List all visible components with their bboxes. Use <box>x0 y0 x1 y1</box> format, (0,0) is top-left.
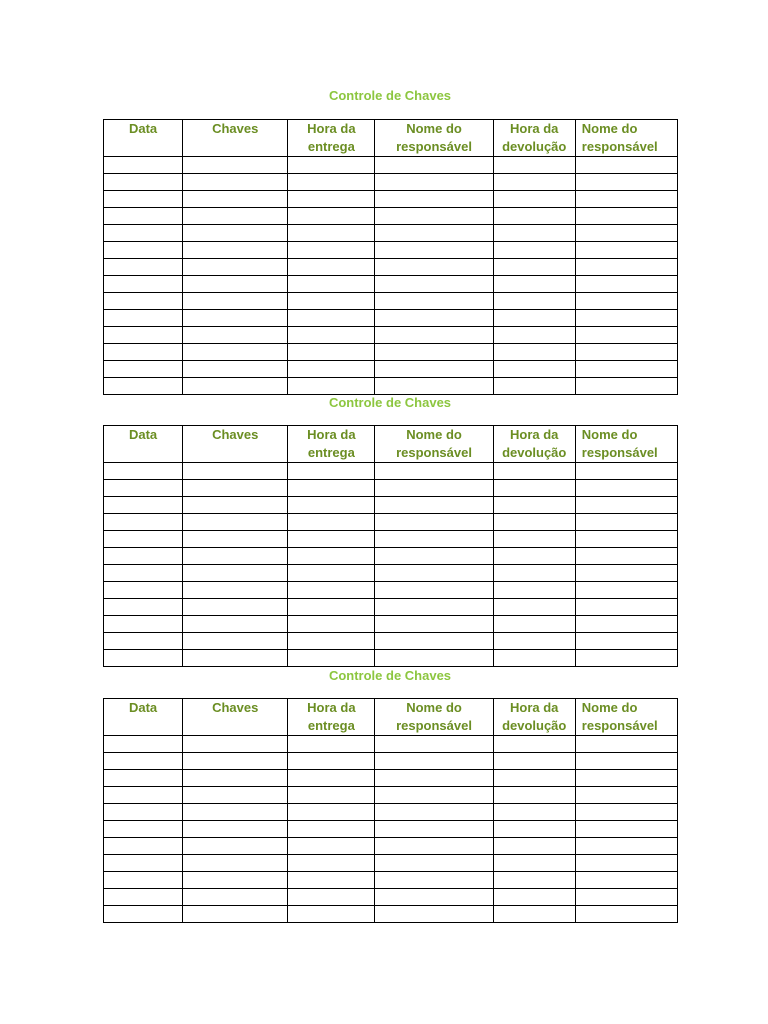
table-cell <box>104 208 183 225</box>
table-row <box>104 208 678 225</box>
table-cell <box>183 361 288 378</box>
table-cell <box>493 599 575 616</box>
table-cell <box>104 276 183 293</box>
table-cell <box>104 633 183 650</box>
table-cell <box>104 463 183 480</box>
table-row <box>104 548 678 565</box>
table-cell <box>104 344 183 361</box>
table-cell <box>183 344 288 361</box>
table-cell <box>183 770 288 787</box>
table-cell <box>375 208 493 225</box>
table-cell <box>493 633 575 650</box>
header-chaves: Chaves <box>183 120 288 157</box>
table-cell <box>104 872 183 889</box>
table-cell <box>375 225 493 242</box>
table-row <box>104 616 678 633</box>
table-row <box>104 821 678 838</box>
table-row <box>104 633 678 650</box>
header-nome-responsavel-devolucao: Nome do responsável <box>575 426 677 463</box>
header-hora-entrega: Hora da entrega <box>288 699 375 736</box>
table-cell <box>375 242 493 259</box>
table-cell <box>288 633 375 650</box>
table-cell <box>493 480 575 497</box>
table-cell <box>575 565 677 582</box>
table-cell <box>375 191 493 208</box>
table-cell <box>183 736 288 753</box>
table-cell <box>183 259 288 276</box>
table-cell <box>375 361 493 378</box>
table-cell <box>575 582 677 599</box>
table-row <box>104 889 678 906</box>
table-cell <box>104 821 183 838</box>
table-cell <box>183 855 288 872</box>
table-cell <box>575 463 677 480</box>
table-cell <box>104 838 183 855</box>
table-cell <box>493 872 575 889</box>
table-cell <box>288 514 375 531</box>
table-cell <box>288 157 375 174</box>
table-row <box>104 463 678 480</box>
table-cell <box>183 327 288 344</box>
table-cell <box>375 565 493 582</box>
table-cell <box>104 582 183 599</box>
table-cell <box>104 191 183 208</box>
table-cell <box>104 616 183 633</box>
table-cell <box>575 599 677 616</box>
table-row <box>104 157 678 174</box>
table-cell <box>183 650 288 667</box>
table-cell <box>493 208 575 225</box>
table-cell <box>183 242 288 259</box>
table-cell <box>575 787 677 804</box>
table-cell <box>288 208 375 225</box>
table-cell <box>104 565 183 582</box>
table-cell <box>183 872 288 889</box>
table-cell <box>288 174 375 191</box>
table-cell <box>493 770 575 787</box>
table-row <box>104 174 678 191</box>
table-cell <box>493 855 575 872</box>
section-title: Controle de Chaves <box>328 668 452 683</box>
table-cell <box>288 480 375 497</box>
table-row <box>104 838 678 855</box>
table-cell <box>575 838 677 855</box>
table-cell <box>375 514 493 531</box>
table-cell <box>104 736 183 753</box>
table-row <box>104 327 678 344</box>
table-cell <box>375 616 493 633</box>
table-cell <box>575 293 677 310</box>
table-cell <box>288 225 375 242</box>
table-cell <box>575 208 677 225</box>
table-cell <box>183 310 288 327</box>
table-cell <box>375 633 493 650</box>
table-cell <box>493 821 575 838</box>
table-cell <box>183 463 288 480</box>
table-cell <box>183 633 288 650</box>
table-cell <box>375 259 493 276</box>
table-cell <box>104 531 183 548</box>
table-row <box>104 225 678 242</box>
table-cell <box>104 906 183 923</box>
table-cell <box>493 753 575 770</box>
table-cell <box>575 753 677 770</box>
table-cell <box>288 310 375 327</box>
table-cell <box>104 804 183 821</box>
table-cell <box>288 378 375 395</box>
table-cell <box>375 327 493 344</box>
table-cell <box>183 548 288 565</box>
header-nome-responsavel-devolucao: Nome do responsável <box>575 699 677 736</box>
table-cell <box>288 344 375 361</box>
table-cell <box>288 787 375 804</box>
table-cell <box>493 361 575 378</box>
table-cell <box>104 361 183 378</box>
table-cell <box>493 616 575 633</box>
table-cell <box>575 855 677 872</box>
table-cell <box>493 242 575 259</box>
table-cell <box>493 787 575 804</box>
table-cell <box>288 548 375 565</box>
key-control-table <box>103 425 678 667</box>
table-cell <box>575 157 677 174</box>
table-cell <box>575 821 677 838</box>
table-cell <box>375 855 493 872</box>
table-cell <box>493 174 575 191</box>
table-cell <box>493 804 575 821</box>
header-nome-responsavel-devolucao: Nome do responsável <box>575 120 677 157</box>
table-cell <box>575 889 677 906</box>
table-row <box>104 906 678 923</box>
header-nome-responsavel: Nome do responsável <box>375 426 493 463</box>
table-cell <box>575 191 677 208</box>
table-cell <box>288 616 375 633</box>
table-cell <box>288 463 375 480</box>
table-cell <box>183 582 288 599</box>
table-cell <box>375 531 493 548</box>
table-cell <box>104 259 183 276</box>
table-cell <box>288 753 375 770</box>
key-control-table <box>103 698 678 923</box>
table-cell <box>183 565 288 582</box>
table-cell <box>183 821 288 838</box>
table-cell <box>288 872 375 889</box>
table-cell <box>375 378 493 395</box>
key-control-table <box>103 119 678 395</box>
table-row <box>104 191 678 208</box>
table-cell <box>288 259 375 276</box>
table-cell <box>183 497 288 514</box>
table-cell <box>575 514 677 531</box>
table-row <box>104 753 678 770</box>
table-cell <box>104 599 183 616</box>
table-cell <box>288 565 375 582</box>
table-cell <box>493 344 575 361</box>
table-cell <box>575 872 677 889</box>
table-cell <box>288 599 375 616</box>
table-cell <box>375 872 493 889</box>
header-hora-devolucao: Hora da devolução <box>493 426 575 463</box>
table-row <box>104 276 678 293</box>
table-row <box>104 650 678 667</box>
table-cell <box>493 378 575 395</box>
table-cell <box>183 804 288 821</box>
table-cell <box>104 770 183 787</box>
table-cell <box>183 616 288 633</box>
table-cell <box>375 787 493 804</box>
table-cell <box>575 770 677 787</box>
table-cell <box>493 293 575 310</box>
table-cell <box>493 889 575 906</box>
header-chaves: Chaves <box>183 426 288 463</box>
table-row <box>104 480 678 497</box>
table-cell <box>104 242 183 259</box>
table-cell <box>575 480 677 497</box>
table-row <box>104 599 678 616</box>
table-row <box>104 736 678 753</box>
header-nome-responsavel: Nome do responsável <box>375 699 493 736</box>
table-cell <box>288 889 375 906</box>
table-cell <box>575 174 677 191</box>
header-chaves: Chaves <box>183 699 288 736</box>
table-row <box>104 259 678 276</box>
table-cell <box>288 906 375 923</box>
table-cell <box>575 531 677 548</box>
table-cell <box>288 276 375 293</box>
table-cell <box>575 327 677 344</box>
table-cell <box>575 650 677 667</box>
table-cell <box>183 174 288 191</box>
table-cell <box>375 548 493 565</box>
table-cell <box>493 259 575 276</box>
table-cell <box>375 582 493 599</box>
table-cell <box>493 906 575 923</box>
table-row <box>104 531 678 548</box>
table-cell <box>375 906 493 923</box>
table-cell <box>375 310 493 327</box>
table-cell <box>575 276 677 293</box>
table-cell <box>183 293 288 310</box>
table-cell <box>575 344 677 361</box>
table-cell <box>575 310 677 327</box>
table-cell <box>104 753 183 770</box>
table-cell <box>104 650 183 667</box>
table-cell <box>104 310 183 327</box>
table-cell <box>104 855 183 872</box>
header-nome-responsavel: Nome do responsável <box>375 120 493 157</box>
table-cell <box>104 480 183 497</box>
table-cell <box>375 344 493 361</box>
table-cell <box>104 378 183 395</box>
table-cell <box>493 514 575 531</box>
table-cell <box>288 821 375 838</box>
section-title: Controle de Chaves <box>328 88 452 103</box>
table-row <box>104 855 678 872</box>
table-cell <box>183 157 288 174</box>
table-cell <box>575 378 677 395</box>
table-cell <box>575 736 677 753</box>
header-data: Data <box>104 699 183 736</box>
section-title: Controle de Chaves <box>328 395 452 410</box>
table-cell <box>375 821 493 838</box>
table-row <box>104 582 678 599</box>
table-cell <box>183 599 288 616</box>
table-cell <box>104 497 183 514</box>
table-cell <box>493 582 575 599</box>
table-cell <box>575 259 677 276</box>
table-cell <box>375 276 493 293</box>
table-cell <box>575 225 677 242</box>
table-cell <box>183 225 288 242</box>
table-cell <box>493 276 575 293</box>
table-cell <box>493 225 575 242</box>
table-row <box>104 310 678 327</box>
table-cell <box>375 480 493 497</box>
table-cell <box>493 191 575 208</box>
table-row <box>104 344 678 361</box>
table-cell <box>183 531 288 548</box>
table-cell <box>183 276 288 293</box>
header-data: Data <box>104 120 183 157</box>
table-cell <box>575 497 677 514</box>
table-cell <box>575 906 677 923</box>
table-cell <box>288 531 375 548</box>
table-row <box>104 872 678 889</box>
table-cell <box>183 480 288 497</box>
table-cell <box>375 650 493 667</box>
table-cell <box>104 787 183 804</box>
table-cell <box>288 650 375 667</box>
table-cell <box>288 838 375 855</box>
table-cell <box>104 225 183 242</box>
table-cell <box>104 293 183 310</box>
table-cell <box>375 838 493 855</box>
table-cell <box>493 650 575 667</box>
table-cell <box>375 770 493 787</box>
table-row <box>104 770 678 787</box>
table-row <box>104 804 678 821</box>
table-cell <box>575 616 677 633</box>
table-cell <box>575 361 677 378</box>
table-cell <box>183 378 288 395</box>
table-cell <box>493 327 575 344</box>
table-cell <box>288 804 375 821</box>
table-cell <box>288 361 375 378</box>
table-cell <box>493 548 575 565</box>
table-cell <box>375 174 493 191</box>
table-cell <box>375 736 493 753</box>
table-cell <box>375 599 493 616</box>
table-cell <box>493 497 575 514</box>
table-row <box>104 787 678 804</box>
table-cell <box>288 242 375 259</box>
table-cell <box>288 770 375 787</box>
table-row <box>104 242 678 259</box>
header-data: Data <box>104 426 183 463</box>
table-cell <box>493 157 575 174</box>
table-cell <box>104 327 183 344</box>
table-cell <box>493 310 575 327</box>
table-row <box>104 497 678 514</box>
table-cell <box>375 889 493 906</box>
table-cell <box>288 736 375 753</box>
table-cell <box>375 804 493 821</box>
table-cell <box>375 293 493 310</box>
table-cell <box>104 514 183 531</box>
table-cell <box>375 157 493 174</box>
table-cell <box>104 174 183 191</box>
table-row <box>104 361 678 378</box>
table-row <box>104 293 678 310</box>
table-cell <box>288 191 375 208</box>
table-cell <box>183 838 288 855</box>
table-cell <box>183 753 288 770</box>
table-cell <box>375 463 493 480</box>
table-cell <box>288 327 375 344</box>
table-cell <box>493 736 575 753</box>
table-cell <box>183 906 288 923</box>
table-cell <box>575 548 677 565</box>
header-hora-devolucao: Hora da devolução <box>493 699 575 736</box>
table-cell <box>183 787 288 804</box>
table-cell <box>104 889 183 906</box>
table-cell <box>288 497 375 514</box>
table-cell <box>183 889 288 906</box>
table-cell <box>104 548 183 565</box>
table-row <box>104 565 678 582</box>
header-hora-entrega: Hora da entrega <box>288 120 375 157</box>
table-cell <box>375 753 493 770</box>
table-cell <box>288 293 375 310</box>
table-cell <box>493 531 575 548</box>
table-cell <box>183 191 288 208</box>
header-hora-entrega: Hora da entrega <box>288 426 375 463</box>
table-row <box>104 378 678 395</box>
table-cell <box>375 497 493 514</box>
table-cell <box>288 855 375 872</box>
table-cell <box>288 582 375 599</box>
table-row <box>104 514 678 531</box>
table-cell <box>493 463 575 480</box>
table-cell <box>575 633 677 650</box>
table-cell <box>575 242 677 259</box>
header-hora-devolucao: Hora da devolução <box>493 120 575 157</box>
table-cell <box>104 157 183 174</box>
table-cell <box>183 514 288 531</box>
table-cell <box>493 838 575 855</box>
table-cell <box>183 208 288 225</box>
table-cell <box>493 565 575 582</box>
table-cell <box>575 804 677 821</box>
